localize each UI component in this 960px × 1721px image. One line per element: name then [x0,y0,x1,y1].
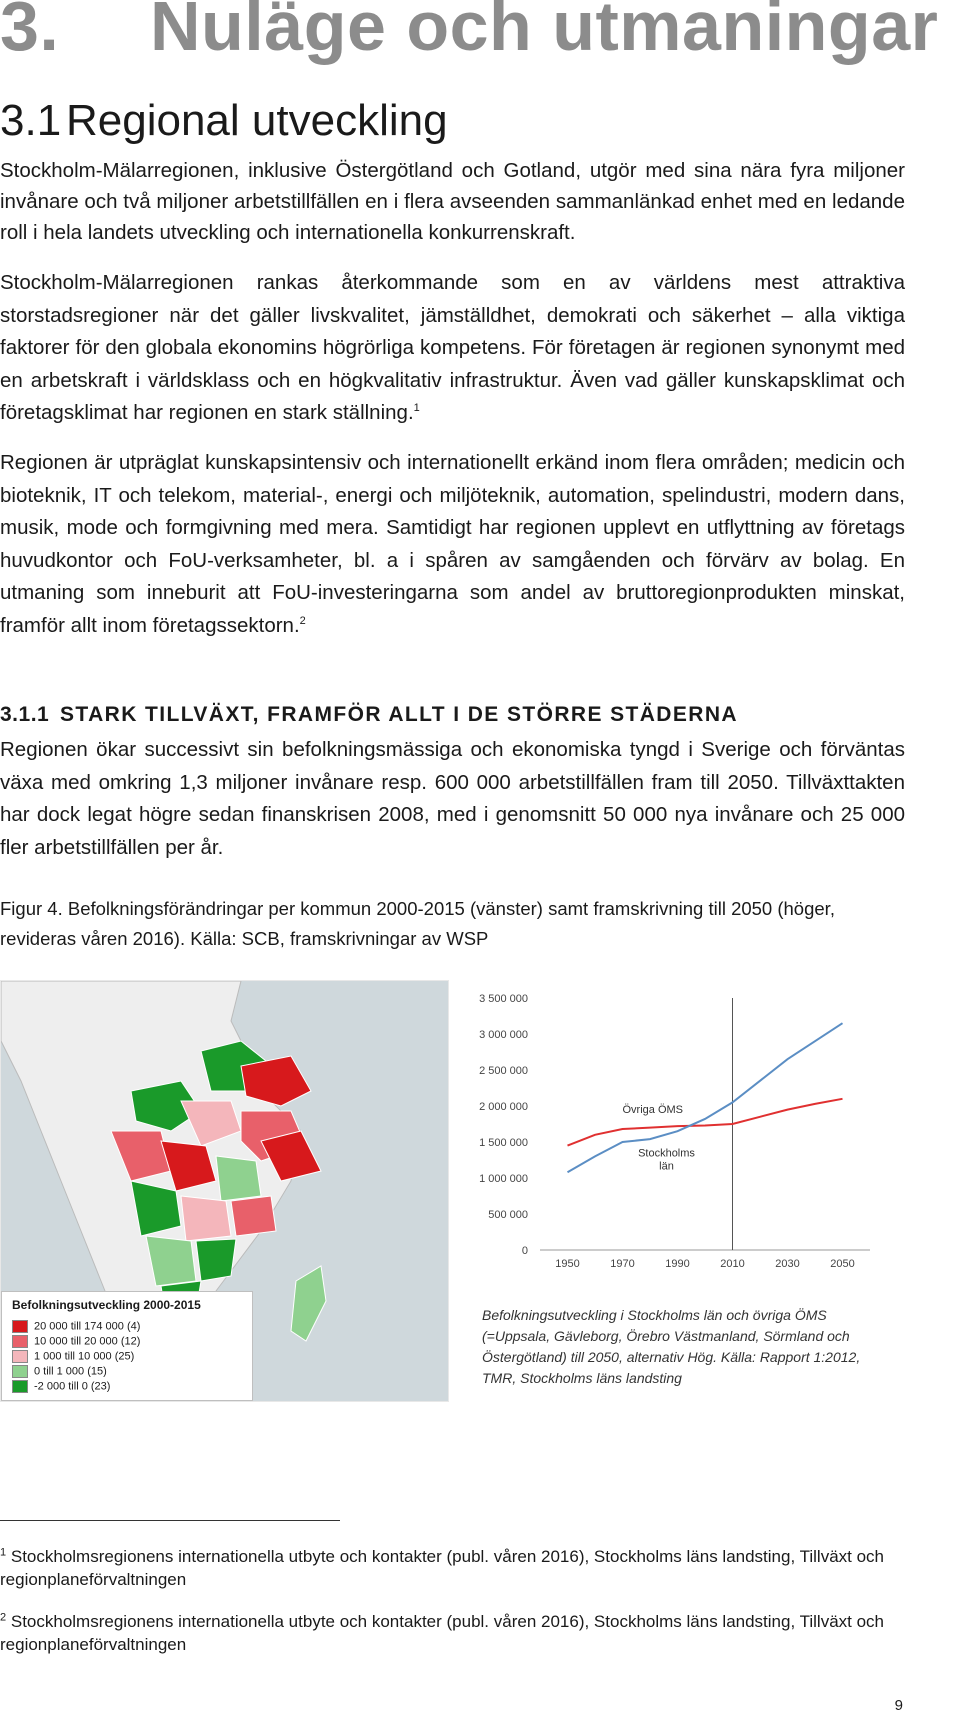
section-heading [0,96,448,146]
page-number: 9 [894,1697,903,1714]
legend-swatch [12,1335,28,1348]
legend-swatch [12,1320,28,1333]
legend-swatch [12,1350,28,1363]
x-tick-label: 1970 [610,1258,635,1270]
legend-count: (15) [87,1365,107,1378]
series-line [568,1023,843,1172]
footnote-text: Stockholmsregionens internationella utbyte och kontakter (publ. våren 2016), Stockholms läns landsting, Tillväxt och regionplaneförvaltningen [0,1547,885,1589]
paragraph-attractiveness [0,267,905,430]
subsection-number: 3.1.1 [0,703,50,726]
series-label: Övriga ÖMS [622,1104,684,1117]
y-tick-label: 0 [521,1245,528,1257]
footnote-2 [0,1610,955,1656]
legend-item [12,1365,107,1379]
y-tick-label: 3 000 000 [479,1029,528,1041]
municipality-region [231,1196,276,1236]
chapter-number: 3. [0,0,60,65]
figure [0,980,945,1410]
legend-item [12,1320,140,1334]
subsection-title: STARK TILLVÄXT, FRAMFÖR ALLT I DE STÖRRE STÄDERNA [60,703,738,726]
legend-range: -2 000 till 0 [34,1380,88,1393]
legend-count: (25) [114,1350,135,1363]
paragraph-growth: Regionen ökar successivt sin befolkningsmässiga och ekonomiska tyngd i Sverige och förväntas växa med omkring 1,3 miljoner invånare resp. 600 000 arbetstillfällen fram till 2050. Tillväxttakten har dock legat högre sedan finanskrisen 2008, med i genomsnitt 50 000 nya invånare och 25 000 fler arbetstillfällen per år. [0,738,905,859]
line-chart [470,980,890,1300]
legend-count: (4) [126,1320,141,1333]
section-title: Regional utveckling [66,96,448,145]
population-chart [470,980,890,1405]
section-number: 3.1 [0,96,62,145]
x-tick-label: 1990 [665,1258,690,1270]
x-tick-label: 1950 [555,1258,580,1270]
legend-range: 0 till 1 000 [34,1365,85,1378]
legend-range: 1 000 till 10 000 [34,1350,112,1363]
footnote-divider [0,1520,340,1521]
population-map [0,980,449,1402]
legend-swatch [12,1380,28,1393]
municipality-region [216,1156,261,1201]
subsection-heading [0,703,738,727]
series-label: län [659,1160,674,1173]
legend-count: (12) [120,1335,141,1348]
legend-title: Befolkningsutveckling 2000-2015 [12,1298,201,1312]
legend-range: 10 000 till 20 000 [34,1335,118,1348]
footnote-mark: 2 [0,1611,7,1624]
legend-range: 20 000 till 174 000 [34,1320,124,1333]
legend-item [12,1335,140,1349]
y-tick-label: 1 500 000 [479,1137,528,1149]
municipality-region [181,1196,231,1241]
footnote-ref[interactable]: 1 [413,402,420,415]
paragraph-intro: Stockholm-Mälarregionen, inklusive Östergötland och Gotland, utgör med sina nära fyra miljoner invånare och två miljoner arbetstillfällen en i flera avseenden sammanlänkad enhet med en ledande roll i hela landets utveckling och internationella konkurrenskraft. [0,159,905,244]
chart-caption: Befolkningsutveckling i Stockholms län och övriga ÖMS (=Uppsala, Gävleborg, Örebro Västmanland, Sörmland och Östergötland) till 2050, alternativ Hög. Källa: Rapport 1:2012, TMR, Stockholms läns landsting [482,1307,861,1386]
footnote-text: Stockholmsregionens internationella utbyte och kontakter (publ. våren 2016), Stockholms läns landsting, Tillväxt och regionplaneförvaltningen [0,1612,885,1654]
paragraph-text: Regionen är utpräglat kunskapsintensiv och internationellt erkänd inom flera områden; medicin och bioteknik, IT och telekom, material-, energi och miljöteknik, automation, spelindustri, modern dans, musik, mode och formgivning med mera. Samtidigt har regionen upplevt en utflyttning av företags huvudkontor och FoU-verksamheter, bl. a i spåren av samgåenden och förvärv av bolag. En utmaning som inneburit att FoU-investeringarna som andel av bruttoregionprodukten minskat, framför allt inom företagssektorn. [0,451,905,637]
x-tick-label: 2010 [720,1258,745,1270]
paragraph-knowledge [0,447,905,642]
legend-swatch [12,1365,28,1378]
y-tick-label: 500 000 [488,1209,528,1221]
municipality-region [196,1239,236,1281]
footnote-mark: 1 [0,1546,7,1559]
footnote-1 [0,1545,955,1591]
chapter-title: Nuläge och utmaningar [150,0,939,65]
y-tick-label: 2 500 000 [479,1065,528,1077]
x-tick-label: 2050 [830,1258,855,1270]
paragraph-text: Stockholm-Mälarregionen rankas återkommande som en av världens mest attraktiva storstadsregioner när det gäller livskvalitet, jämställdhet, demokrati och säkerhet – alla viktiga faktorer för den globala ekonomins högrörliga kompetens. För företagen är regionen synonymt med en arbetskraft i världsklass och en högkvalitativ infrastruktur. Även vad gäller kunskapsklimat och företagsklimat har regionen en stark ställning. [0,271,905,424]
legend-count: (23) [90,1380,111,1393]
series-line [568,1099,843,1146]
y-tick-label: 2 000 000 [479,1101,528,1113]
footnote-ref[interactable]: 2 [299,614,306,627]
figure-caption: Figur 4. Befolkningsförändringar per kommun 2000-2015 (vänster) samt framskrivning till 2050 (höger, revideras våren 2016). Källa: SCB, framskrivningar av WSP [0,898,835,949]
legend-item [12,1350,134,1364]
x-tick-label: 2030 [775,1258,800,1270]
chapter-heading [0,0,938,66]
map-legend [1,1291,253,1401]
legend-item [12,1380,110,1394]
y-tick-label: 1 000 000 [479,1173,528,1185]
y-tick-label: 3 500 000 [479,993,528,1005]
series-label: Stockholms [638,1147,695,1160]
